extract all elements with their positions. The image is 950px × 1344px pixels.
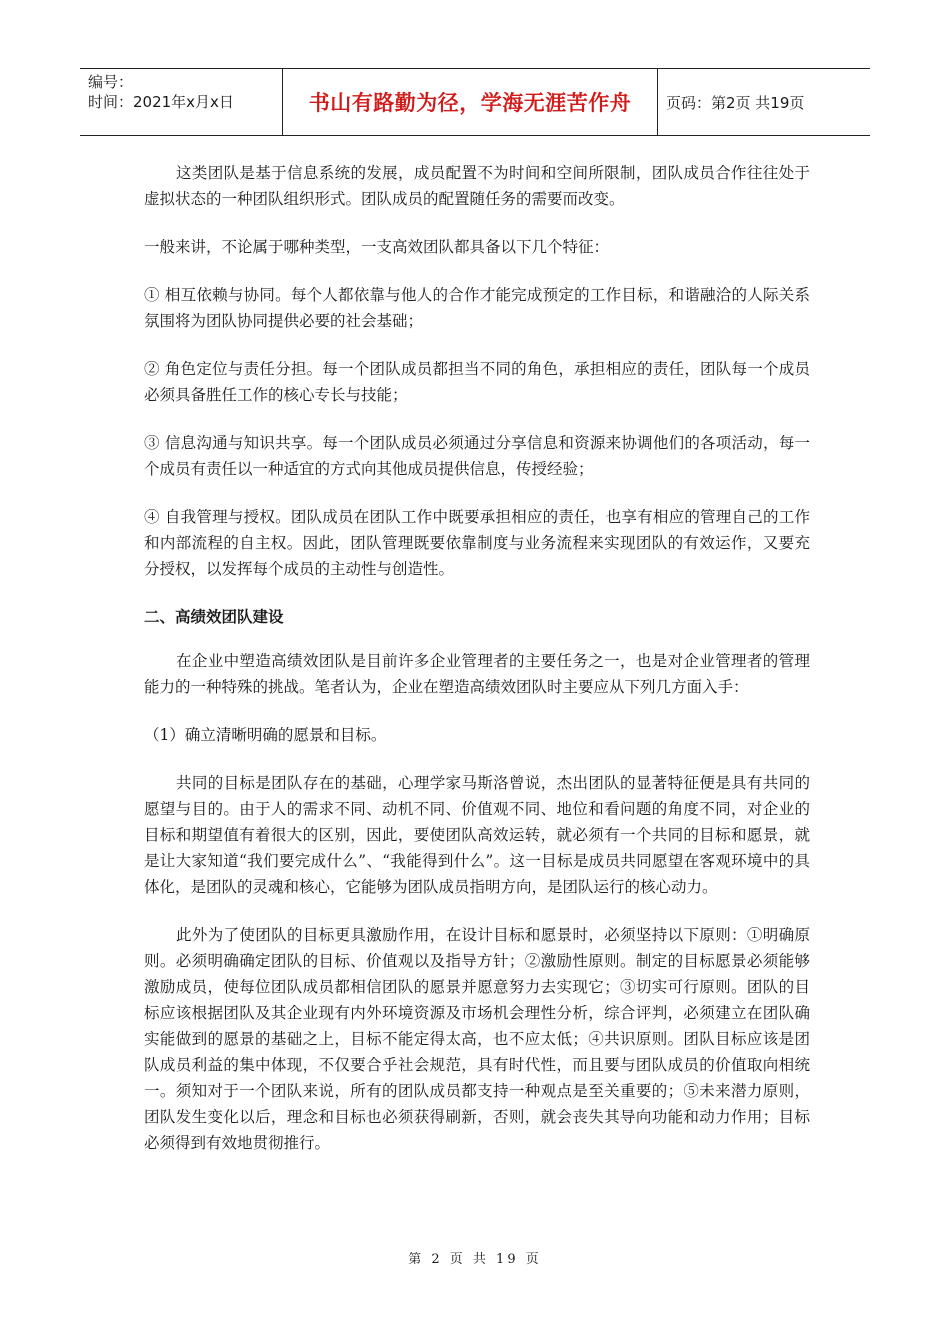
- header-meta: [80, 69, 282, 135]
- paragraph: 这类团队是基于信息系统的发展，成员配置不为时间和空间所限制，团队成员合作往往处于虚拟状态的一种团队组织形式。团队成员的配置随任务的需要而改变。: [144, 164, 810, 208]
- document-number-label: 编号：: [88, 73, 134, 91]
- page-footer: 第 2 页 共 19 页: [408, 1252, 542, 1267]
- list-item: ④ 自我管理与授权。团队成员在团队工作中既要承担相应的责任，也享有相应的管理自己的工作和内部流程的自主权。因此，团队管理既要依靠制度与业务流程来实现团队的有效运作，又要充分授权，以发挥每个成员的主动性与创造性。: [144, 508, 810, 578]
- list-item: ③ 信息沟通与知识共享。每一个团队成员必须通过分享信息和资源来协调他们的各项活动，每一个成员有责任以一种适宜的方式向其他成员提供信息，传授经验；: [144, 434, 810, 478]
- header-motto: 书山有路勤为径，学海无涯苦作舟: [282, 69, 658, 135]
- page-header: [80, 68, 870, 136]
- document-body: [144, 160, 810, 1178]
- document-date-label: 时间：2021年x月x日: [88, 93, 234, 111]
- paragraph: 共同的目标是团队存在的基础，心理学家马斯洛曾说，杰出团队的显著特征便是具有共同的愿望与目的。由于人的需求不同、动机不同、价值观不同、地位和看问题的角度不同，对企业的目标和期望值有着很大的区别，因此，要使团队高效运转，就必须有一个共同的目标和愿景，就是让大家知道“我们要完成什么”、“我能得到什么”。这一目标是成员共同愿望在客观环境中的具体化，是团队的灵魂和核心，它能够为团队成员指明方向，是团队运行的核心动力。: [144, 774, 810, 896]
- paragraph: 此外为了使团队的目标更具激励作用，在设计目标和愿景时，必须坚持以下原则：①明确原则。必须明确确定团队的目标、价值观以及指导方针；②激励性原则。制定的目标愿景必须能够激励成员，使每位团队成员都相信团队的愿景并愿意努力去实现它；③切实可行原则。团队的目标应该根据团队及其企业现有内外环境资源及市场机会理性分析，综合评判，必须建立在团队确实能做到的愿景的基础之上，目标不能定得太高，也不应太低；④共识原则。团队目标应该是团队成员利益的集中体现，不仅要合乎社会规范，具有时代性，而且要与团队成员的价值取向相统一。须知对于一个团队来说，所有的团队成员都支持一种观点是至关重要的；⑤未来潜力原则，团队发生变化以后，理念和目标也必须获得刷新，否则，就会丧失其导向功能和动力作用；目标必须得到有效地贯彻推行。: [144, 926, 810, 1152]
- paragraph: 一般来讲，不论属于哪种类型，一支高效团队都具备以下几个特征：: [144, 238, 610, 256]
- paragraph: 在企业中塑造高绩效团队是目前许多企业管理者的主要任务之一，也是对企业管理者的管理能力的一种特殊的挑战。笔者认为，企业在塑造高绩效团队时主要应从下列几方面入手：: [144, 652, 810, 696]
- list-item: ① 相互依赖与协同。每个人都依靠与他人的合作才能完成预定的工作目标，和谐融洽的人际关系氛围将为团队协同提供必要的社会基础；: [144, 286, 810, 330]
- list-item: ② 角色定位与责任分担。每一个团队成员都担当不同的角色，承担相应的责任，团队每一个成员必须具备胜任工作的核心专长与技能；: [144, 360, 810, 404]
- header-page-label: 页码：第2页 共19页: [666, 93, 805, 112]
- subsection-heading: （1）确立清晰明确的愿景和目标。: [144, 726, 387, 744]
- section-heading: 二、高绩效团队建设: [144, 608, 284, 626]
